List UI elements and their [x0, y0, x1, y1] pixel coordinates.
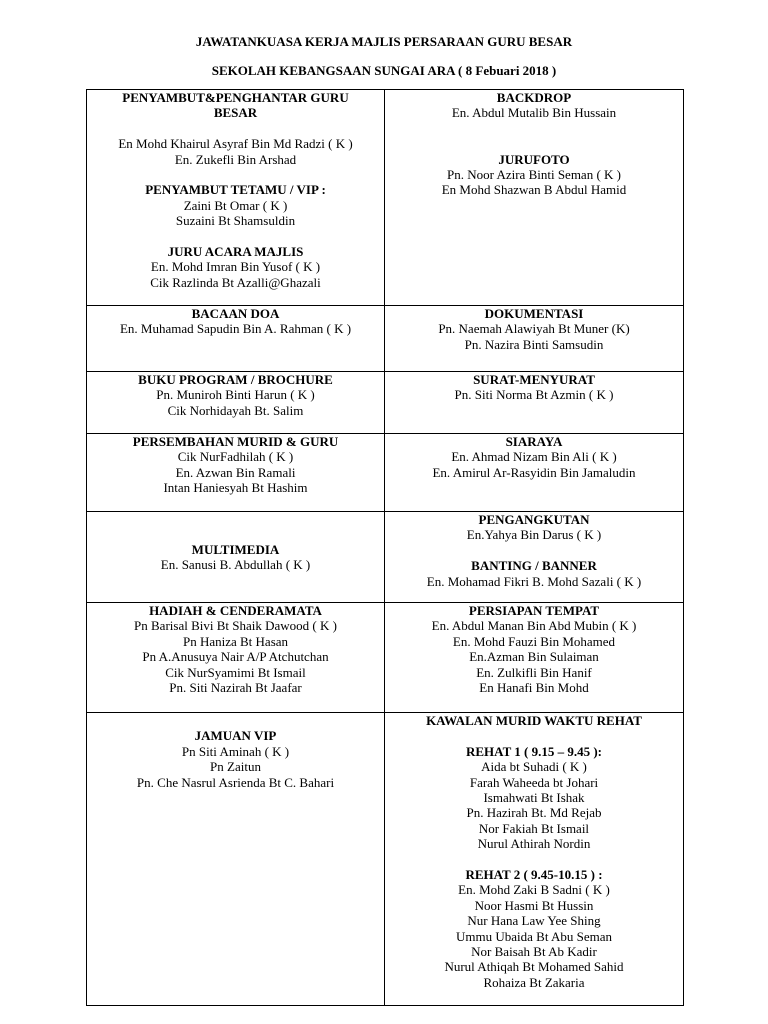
member-name: Ismahwati Bt Ishak: [483, 790, 585, 806]
right-cell: [385, 90, 684, 306]
table-row: [87, 90, 684, 306]
member-name: Pn. Naemah Alawiyah Bt Muner (K): [438, 321, 630, 337]
member-name: Zaini Bt Omar ( K ): [183, 197, 288, 213]
section-heading: DOKUMENTASI: [484, 306, 584, 321]
section-heading: BACAAN DOA: [191, 306, 280, 321]
section-heading: REHAT 1 ( 9.15 – 9.45 ):: [465, 743, 603, 759]
table-row: [87, 434, 684, 512]
committee-table: [86, 89, 684, 1006]
left-cell: [87, 372, 385, 434]
member-name: En. Mohamad Fikri B. Mohd Sazali ( K ): [426, 573, 642, 589]
member-name: Nurul Athirah Nordin: [477, 836, 591, 852]
section-heading: HADIAH & CENDERAMATA: [149, 603, 322, 618]
member-name: Pn Siti Aminah ( K ): [181, 743, 290, 759]
section-heading: JURUFOTO: [498, 151, 570, 167]
section-heading: SIARAYA: [505, 434, 563, 449]
member-name: En. Ahmad Nizam Bin Ali ( K ): [451, 449, 617, 465]
member-name: Intan Haniesyah Bt Hashim: [163, 480, 308, 496]
member-name: Nor Baisah Bt Ab Kadir: [471, 944, 597, 960]
left-cell: [87, 434, 385, 512]
member-name: Pn. Siti Nazirah Bt Jaafar: [169, 680, 302, 696]
member-name: En Hanafi Bin Mohd: [479, 680, 589, 696]
table-row: [87, 603, 684, 713]
member-name: Nor Fakiah Bt Ismail: [478, 820, 590, 836]
member-name: Aida bt Suhadi ( K ): [481, 759, 587, 775]
member-name: Farah Waheeda bt Johari: [469, 774, 599, 790]
member-name: En. Sanusi B. Abdullah ( K ): [160, 557, 311, 572]
section-heading: MULTIMEDIA: [191, 541, 280, 557]
member-name: Suzaini Bt Shamsuldin: [175, 213, 296, 229]
member-name: En Mohd Khairul Asyraf Bin Md Radzi ( K ): [118, 136, 353, 152]
member-name: Nur Hana Law Yee Shing: [467, 913, 601, 929]
section-heading: PENYAMBUT&PENGHANTAR GURU: [122, 90, 349, 105]
section-heading: BACKDROP: [496, 90, 572, 105]
left-cell: [87, 306, 385, 372]
member-name: Pn Zaitun: [210, 759, 261, 775]
right-cell: [385, 713, 684, 1006]
member-name: En. Zulkifli Bin Hanif: [476, 664, 592, 680]
section-heading: PERSEMBAHAN MURID & GURU: [132, 434, 339, 449]
section-heading: JURU ACARA MAJLIS: [167, 244, 304, 260]
right-cell: [385, 434, 684, 512]
right-cell: [385, 372, 684, 434]
member-name: En. Mohd Fauzi Bin Mohamed: [452, 633, 616, 649]
member-name: Pn A.Anusuya Nair A/P Atchutchan: [142, 649, 329, 665]
section-heading: BESAR: [213, 105, 258, 121]
document-subtitle: SEKOLAH KEBANGSAAN SUNGAI ARA ( 8 Febuari 2018 ): [211, 63, 557, 78]
member-name: Pn. Noor Azira Binti Seman ( K ): [446, 167, 622, 182]
left-cell: [87, 512, 385, 603]
member-name: Pn. Hazirah Bt. Md Rejab: [466, 805, 602, 821]
section-heading: PENGANGKUTAN: [478, 512, 590, 527]
member-name: Cik NurSyamimi Bt Ismail: [165, 664, 306, 680]
member-name: Ummu Ubaida Bt Abu Seman: [456, 928, 612, 944]
right-cell: [385, 603, 684, 713]
member-name: Pn. Che Nasrul Asrienda Bt C. Bahari: [136, 774, 335, 790]
member-name: En. Azwan Bin Ramali: [175, 464, 296, 480]
table-row: [87, 713, 684, 1006]
table-row: [87, 372, 684, 434]
left-cell: [87, 713, 385, 1006]
member-name: Noor Hasmi Bt Hussin: [474, 897, 594, 913]
member-name: En Mohd Shazwan B Abdul Hamid: [441, 182, 627, 198]
member-name: Cik Norhidayah Bt. Salim: [167, 402, 304, 418]
member-name: En.Yahya Bin Darus ( K ): [466, 527, 602, 543]
member-name: Pn. Nazira Binti Samsudin: [464, 336, 604, 352]
member-name: Pn. Muniroh Binti Harun ( K ): [156, 387, 315, 403]
document-title: JAWATANKUASA KERJA MAJLIS PERSARAAN GURU BESAR: [195, 34, 573, 49]
member-name: Rohaiza Bt Zakaria: [483, 974, 585, 990]
section-heading: PENYAMBUT TETAMU / VIP :: [145, 182, 326, 198]
member-name: En. Mohd Imran Bin Yusof ( K ): [150, 259, 321, 275]
member-name: Cik NurFadhilah ( K ): [177, 449, 294, 465]
section-heading: REHAT 2 ( 9.45-10.15 ) :: [465, 867, 603, 883]
member-name: Pn Haniza Bt Hasan: [182, 633, 289, 649]
member-name: Pn Barisal Bivi Bt Shaik Dawood ( K ): [134, 618, 337, 634]
member-name: En. Abdul Mutalib Bin Hussain: [451, 105, 617, 121]
member-name: En. Zukefli Bin Arshad: [174, 151, 297, 167]
section-heading: BANTING / BANNER: [471, 558, 597, 574]
member-name: Cik Razlinda Bt Azalli@Ghazali: [150, 274, 321, 290]
member-name: En. Mohd Zaki B Sadni ( K ): [458, 882, 610, 898]
section-heading: BUKU PROGRAM / BROCHURE: [138, 372, 333, 387]
right-cell: [385, 512, 684, 603]
table-row: [87, 512, 684, 603]
member-name: En.Azman Bin Sulaiman: [469, 649, 599, 665]
section-heading: KAWALAN MURID WAKTU REHAT: [426, 713, 642, 728]
left-cell: [87, 603, 385, 713]
member-name: Pn. Siti Norma Bt Azmin ( K ): [454, 387, 614, 403]
member-name: En. Amirul Ar-Rasyidin Bin Jamaludin: [432, 464, 636, 480]
member-name: Nurul Athiqah Bt Mohamed Sahid: [444, 959, 624, 975]
left-cell: [87, 90, 385, 306]
right-cell: [385, 306, 684, 372]
member-name: En. Muhamad Sapudin Bin A. Rahman ( K ): [119, 321, 352, 337]
section-heading: JAMUAN VIP: [194, 728, 277, 744]
table-row: [87, 306, 684, 372]
section-heading: PERSIAPAN TEMPAT: [468, 603, 600, 618]
section-heading: SURAT-MENYURAT: [473, 372, 595, 387]
member-name: En. Abdul Manan Bin Abd Mubin ( K ): [431, 618, 637, 634]
